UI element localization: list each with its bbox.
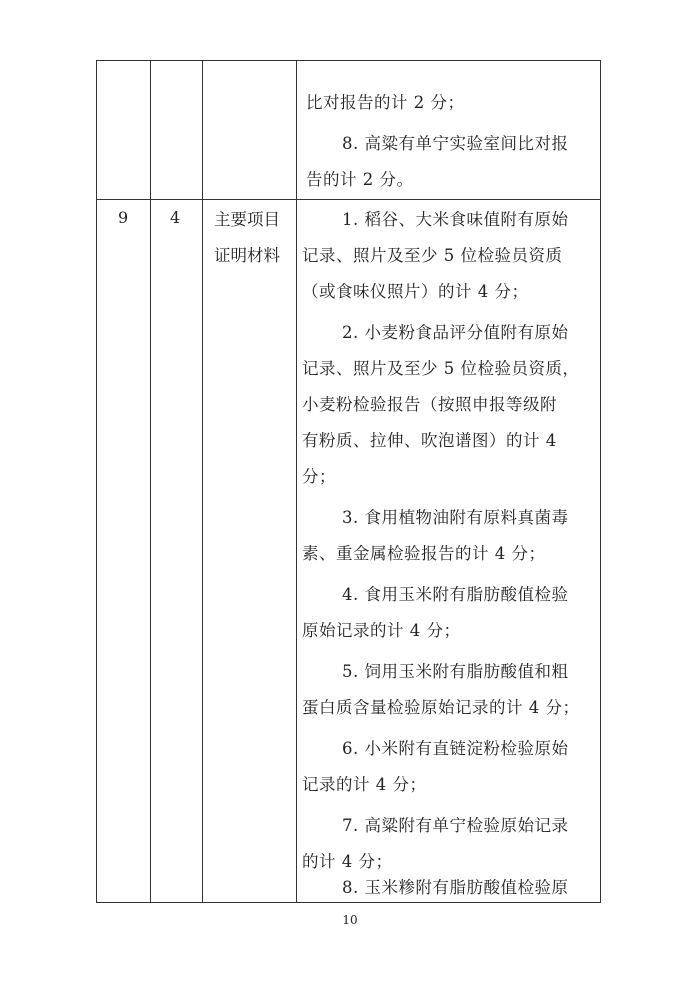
content-line: 2. 小麦粉食品评分值附有原始 [342, 323, 569, 342]
content-line: 4. 食用玉米附有脂肪酸值检验 [342, 585, 569, 604]
row-category-line: 证明材料 [214, 246, 280, 265]
content-line: 告的计 2 分。 [306, 170, 414, 189]
content-line: 3. 食用植物油附有原料真菌毒 [342, 508, 569, 527]
row-score: 4 [170, 208, 181, 227]
table-col-divider-2 [202, 60, 203, 902]
content-line: 6. 小米附有直链淀粉检验原始 [342, 739, 569, 758]
row-index: 9 [118, 208, 129, 227]
content-line: 记录、照片及至少 5 位检验员资质 [302, 246, 563, 265]
content-line: 8. 高粱有单宁实验室间比对报 [342, 134, 569, 153]
table-row-divider [96, 199, 601, 200]
table-right-border [600, 60, 601, 902]
content-line: 的计 4 分； [302, 852, 393, 871]
table-col-divider-3 [296, 60, 297, 902]
content-line: 小麦粉检验报告（按照申报等级附 [302, 395, 557, 414]
content-line: 蛋白质含量检验原始记录的计 4 分； [302, 698, 580, 717]
content-line: 记录的计 4 分； [302, 775, 427, 794]
content-line: 分； [302, 467, 336, 486]
table-left-border [96, 60, 97, 902]
content-line: 记录、照片及至少 5 位检验员资质， [302, 359, 580, 378]
content-line: 5. 饲用玉米附有脂肪酸值和粗 [342, 662, 569, 681]
content-line: 1. 稻谷、大米食味值附有原始 [342, 210, 569, 229]
content-line: 8. 玉米糁附有脂肪酸值检验原 [342, 878, 569, 897]
content-line: 7. 高粱附有单宁检验原始记录 [342, 816, 569, 835]
page-number: 10 [342, 913, 358, 927]
content-line: 素、重金属检验报告的计 4 分； [302, 544, 546, 563]
table-top-border [96, 60, 601, 61]
content-line: （或食味仪照片）的计 4 分； [302, 282, 529, 301]
table-bottom-border [96, 902, 601, 903]
content-line: 原始记录的计 4 分； [302, 621, 461, 640]
row-category-line: 主要项目 [214, 210, 280, 229]
content-line: 比对报告的计 2 分； [306, 93, 465, 112]
table-col-divider-1 [150, 60, 151, 902]
content-line: 有粉质、拉伸、吹泡谱图）的计 4 [302, 431, 557, 450]
